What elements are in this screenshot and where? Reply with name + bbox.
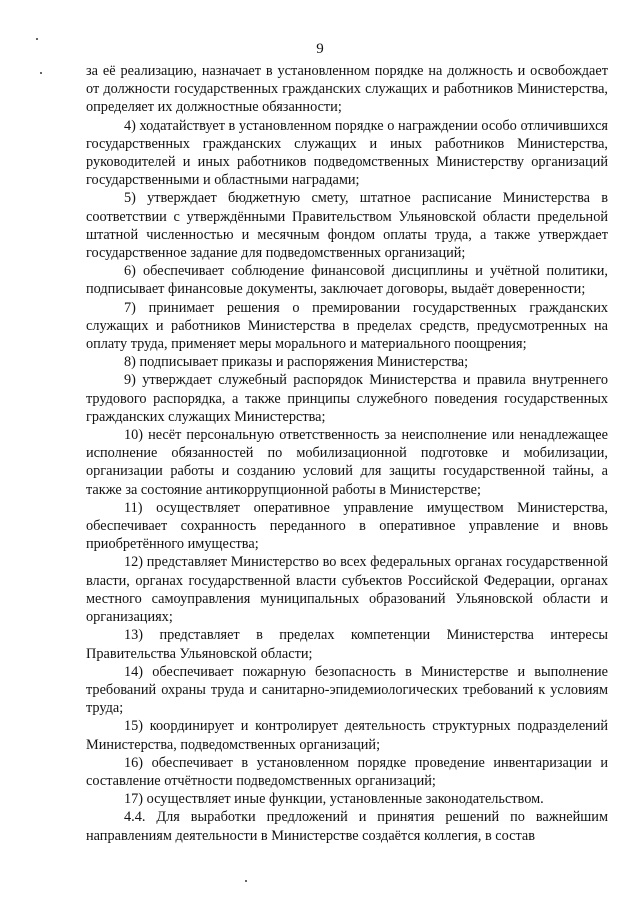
list-item-9: 9) утверждает служебный распорядок Министерства и правила внутреннего трудового распорядка, а также принципы служебного поведения государственных гражданских служащих Министерства; [86,372,608,425]
list-item-12: 12) представляет Министерство во всех федеральных органах государственной власти, органах государственной власти субъектов Российской Федерации, органах местного самоуправления муниципальных образований Ульяновской области и организациях; [86,554,608,626]
list-item-10: 10) несёт персональную ответственность за неисполнение или ненадлежащее исполнение обязанностей по мобилизационной подготовке и мобилизации, организации работы и созданию условий для защиты государственной тайны, а также за состояние антикоррупционной работы в Министерстве; [86,427,608,498]
section-4-4: 4.4. Для выработки предложений и принятия решений по важнейшим направлениям деятельности в Министерстве создаётся коллегия, в состав [86,809,608,844]
scan-speck [36,38,38,40]
list-item-4: 4) ходатайствует в установленном порядке о награждении особо отличившихся государственных гражданских служащих и иных работников Министерства, руководителей и иных работников подведомственных Министерству организаций государственными и областными наградами; [86,117,608,189]
document-body [86,62,608,845]
page-number: 9 [316,41,324,57]
list-item-7: 7) принимает решения о премировании государственных гражданских служащих и работников Министерства в пределах средств, предусмотренных на оплату труда, применяет меры морального и материального поощрения; [86,299,608,353]
scan-speck [245,880,247,882]
paragraph-continuation: за её реализацию, назначает в установленном порядке на должность и освобождает от должности государственных гражданских служащих и работников Министерства, определяет их должностные обязанности; [86,63,608,116]
list-item-6: 6) обеспечивает соблюдение финансовой дисциплины и учётной политики, подписывает финансовые документы, заключает договоры, выдаёт доверенности; [86,263,608,298]
list-item-11: 11) осуществляет оперативное управление имуществом Министерства, обеспечивает сохранность переданного в оперативное управление и вновь приобретённого имущества; [86,499,608,553]
list-item-15: 15) координирует и контролирует деятельность структурных подразделений Министерства, подведомственных организаций; [86,718,608,753]
list-item-16: 16) обеспечивает в установленном порядке проведение инвентаризации и составление отчётности подведомственных организаций; [86,754,608,789]
list-item-14: 14) обеспечивает пожарную безопасность в Министерстве и выполнение требований охраны труда и санитарно-эпидемиологических требований к условиям труда; [86,663,608,717]
list-item-17: 17) осуществляет иные функции, установленные законодательством. [124,791,544,808]
list-item-8: 8) подписывает приказы и распоряжения Министерства; [124,354,469,371]
list-item-13: 13) представляет в пределах компетенции Министерства интересы Правительства Ульяновской области; [86,627,608,662]
list-item-5: 5) утверждает бюджетную смету, штатное расписание Министерства в соответствии с утверждёнными Правительством Ульяновской области предельной штатной численностью и месячным фондом оплаты труда, а также утверждает государственное задание для подведомственных организаций; [86,190,608,262]
scan-speck [40,72,42,74]
